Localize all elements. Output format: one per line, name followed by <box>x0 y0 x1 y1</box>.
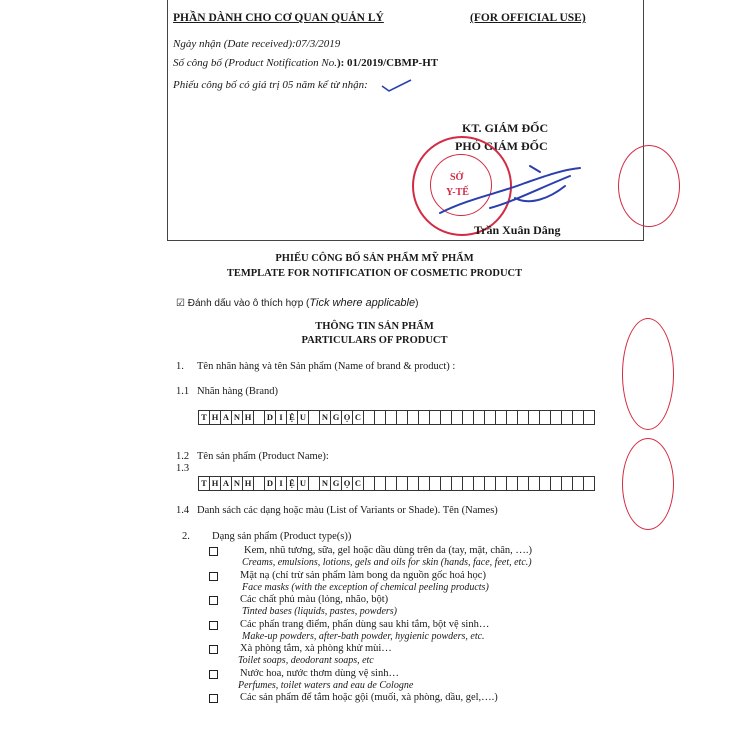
letter-cell <box>551 476 562 491</box>
letter-cell <box>397 476 408 491</box>
product-type-label-en: Face masks (with the exception of chemical peeling products) <box>242 581 489 593</box>
letter-cell: N <box>320 410 331 425</box>
letter-cell: N <box>232 476 243 491</box>
letter-cell <box>364 410 375 425</box>
edge-stamp-top <box>618 145 680 227</box>
product-type-checkbox[interactable] <box>209 694 218 703</box>
letter-cell: Ệ <box>287 476 298 491</box>
letter-cell <box>364 476 375 491</box>
letter-cell <box>408 476 419 491</box>
product-type-label-vn: Mặt nạ (chỉ trừ sản phẩm làm bong da nguồn gốc hoá học) <box>240 569 486 581</box>
item-2-number: 2. <box>182 531 190 542</box>
letter-cell <box>397 410 408 425</box>
letter-cell <box>419 410 430 425</box>
letter-cell: G <box>331 476 342 491</box>
section-title-en: PARTICULARS OF PRODUCT <box>301 335 448 346</box>
letter-cell: U <box>298 410 309 425</box>
item-1-3-number: 1.3 <box>176 463 190 474</box>
signer-name: Trần Xuân Dâng <box>474 223 561 237</box>
letter-cell <box>430 410 441 425</box>
tick-note-close: ) <box>415 298 419 309</box>
letter-cell: A <box>221 476 232 491</box>
product-type-label-vn: Nước hoa, nước thơm dùng vệ sinh… <box>240 667 399 679</box>
letter-cell <box>507 476 518 491</box>
product-letter-grid <box>198 476 595 491</box>
signature-icon <box>430 158 590 228</box>
letter-cell: I <box>276 410 287 425</box>
letter-cell <box>452 410 463 425</box>
letter-cell <box>309 476 320 491</box>
item-1-text: Tên nhãn hàng và tên Sản phẩm (Name of brand & product) : <box>197 361 456 372</box>
letter-cell: T <box>199 410 210 425</box>
sign-title-1: KT. GIÁM ĐỐC <box>462 121 549 135</box>
product-type-label-vn: Xà phòng tắm, xà phòng khử mùi… <box>240 643 392 654</box>
letter-cell <box>496 476 507 491</box>
product-type-label-vn: Các sản phẩm để tắm hoặc gội (muối, xà phòng, dầu, gel,….) <box>240 692 498 703</box>
item-2-text: Dạng sản phẩm (Product type(s)) <box>212 531 352 542</box>
letter-cell <box>441 476 452 491</box>
letter-cell <box>518 410 529 425</box>
item-1-1-number: 1.1 <box>176 386 190 397</box>
letter-cell <box>485 410 496 425</box>
official-header-vn: PHẦN DÀNH CHO CƠ QUAN QUẢN LÝ <box>173 12 384 24</box>
letter-cell: H <box>243 476 254 491</box>
letter-cell: D <box>265 476 276 491</box>
letter-cell <box>419 476 430 491</box>
product-type-checkbox[interactable] <box>209 596 218 605</box>
letter-cell: U <box>298 476 309 491</box>
tick-note-vn: Đánh dấu vào ô thích hợp ( <box>187 298 310 309</box>
letter-cell <box>573 410 584 425</box>
letter-cell: A <box>221 410 232 425</box>
product-type-label-en: Tinted bases (liquids, pastes, powders) <box>242 606 398 617</box>
letter-cell <box>309 410 320 425</box>
letter-cell <box>474 476 485 491</box>
product-type-checkbox[interactable] <box>209 547 218 556</box>
date-received: Ngày nhận (Date received):07/3/2019 <box>173 38 341 50</box>
item-1-4-text: Danh sách các dạng hoặc màu (List of Variants or Shade). Tên (Names) <box>197 505 498 516</box>
letter-cell <box>430 476 441 491</box>
letter-cell: G <box>331 410 342 425</box>
letter-cell <box>584 410 595 425</box>
sign-title-2: PHÓ GIÁM ĐỐC <box>455 139 548 153</box>
notification-value: ): 01/2019/CBMP-HT <box>336 57 439 69</box>
item-1-1-text: Nhãn hàng (Brand) <box>197 386 279 397</box>
product-type-label-vn: Các chất phủ màu (lỏng, nhão, bột) <box>240 594 389 605</box>
validity-note: Phiếu công bố có giá trị 05 năm kể từ nhận: <box>173 79 368 91</box>
letter-cell <box>507 410 518 425</box>
letter-cell: H <box>210 410 221 425</box>
product-type-checkbox[interactable] <box>209 572 218 581</box>
item-1-number: 1. <box>176 361 184 372</box>
letter-cell: Ọ <box>342 410 353 425</box>
edge-stamp-bottom <box>622 438 674 530</box>
product-type-label-vn: Các phấn trang điểm, phấn dùng sau khi tắm, bột vệ sinh… <box>240 618 490 630</box>
product-type-label-en: Toilet soaps, deodorant soaps, etc <box>238 655 374 666</box>
letter-cell <box>408 410 419 425</box>
item-1-2-number: 1.2 <box>176 451 190 462</box>
product-type-checkbox[interactable] <box>209 645 218 654</box>
letter-cell <box>496 410 507 425</box>
letter-cell <box>551 410 562 425</box>
product-type-label-vn: Kem, nhũ tương, sữa, gel hoặc dầu dùng trên da (tay, mặt, chân, ….) <box>244 545 533 556</box>
letter-cell <box>485 476 496 491</box>
letter-cell <box>254 410 265 425</box>
item-1-4-number: 1.4 <box>176 505 190 516</box>
letter-cell <box>452 476 463 491</box>
brand-letter-grid <box>198 410 595 425</box>
letter-cell: T <box>199 476 210 491</box>
letter-cell <box>386 476 397 491</box>
letter-cell <box>474 410 485 425</box>
letter-cell <box>562 410 573 425</box>
letter-cell: C <box>353 476 364 491</box>
letter-cell <box>529 410 540 425</box>
letter-cell <box>375 476 386 491</box>
form-title-vn: PHIẾU CÔNG BỐ SẢN PHẨM MỸ PHẨM <box>275 253 474 264</box>
letter-cell <box>573 476 584 491</box>
letter-cell <box>540 476 551 491</box>
letter-cell: H <box>243 410 254 425</box>
notification-label: Số công bố (Product Notification No. <box>173 57 337 69</box>
letter-cell <box>463 410 474 425</box>
letter-cell <box>254 476 265 491</box>
letter-cell <box>584 476 595 491</box>
letter-cell <box>375 410 386 425</box>
letter-cell: Ệ <box>287 410 298 425</box>
product-type-label-en: Make-up powders, after-bath powder, hygienic powders, etc. <box>242 630 485 642</box>
product-type-checkbox[interactable] <box>209 670 218 679</box>
letter-cell <box>562 476 573 491</box>
letter-cell <box>386 410 397 425</box>
stamp-text-top: SỞ <box>450 172 464 183</box>
item-1-2-text: Tên sản phẩm (Product Name): <box>197 451 329 462</box>
letter-cell <box>518 476 529 491</box>
letter-cell <box>441 410 452 425</box>
product-type-label-en: Creams, emulsions, lotions, gels and oils for skin (hands, face, feet, etc.) <box>242 557 532 568</box>
tick-note-en: Tick where applicable <box>309 297 416 309</box>
letter-cell: N <box>232 410 243 425</box>
tick-note <box>176 297 418 309</box>
official-header-en: (FOR OFFICIAL USE) <box>470 12 586 24</box>
letter-cell <box>540 410 551 425</box>
product-type-label-en: Perfumes, toilet waters and eau de Cologne <box>238 679 414 691</box>
form-title-en: TEMPLATE FOR NOTIFICATION OF COSMETIC PRODUCT <box>226 268 523 279</box>
letter-cell: C <box>353 410 364 425</box>
notification-number <box>173 57 438 69</box>
tick-box-icon: ☑ <box>176 298 185 309</box>
tick-mark-icon <box>380 78 414 94</box>
letter-cell <box>463 476 474 491</box>
stamp-text-bottom: Y-TẾ <box>446 187 469 198</box>
section-title-vn: THÔNG TIN SẢN PHẨM <box>315 321 434 332</box>
letter-cell <box>529 476 540 491</box>
letter-cell: H <box>210 476 221 491</box>
letter-cell: D <box>265 410 276 425</box>
letter-cell: N <box>320 476 331 491</box>
letter-cell: I <box>276 476 287 491</box>
letter-cell: Ọ <box>342 476 353 491</box>
product-type-checkbox[interactable] <box>209 621 218 630</box>
